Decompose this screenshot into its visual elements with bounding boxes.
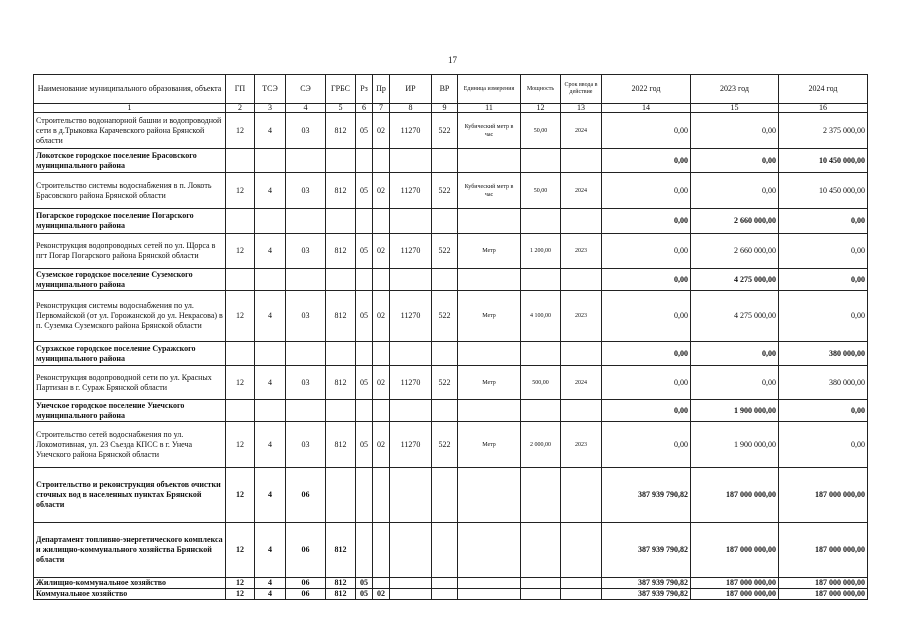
row-term xyxy=(561,342,602,366)
row-term: 2024 xyxy=(561,113,602,149)
row-gp: 12 xyxy=(226,468,255,523)
row-unit: Кубический метр в час xyxy=(458,173,521,209)
row-power: 2 000,00 xyxy=(521,422,561,468)
row-2023: 0,00 xyxy=(691,113,779,149)
row-se: 03 xyxy=(286,422,326,468)
row-rz: 05 xyxy=(356,113,373,149)
row-grbs: 812 xyxy=(326,113,356,149)
row-2023: 0,00 xyxy=(691,366,779,400)
row-name: Суземское городское поселение Суземского муниципального района xyxy=(34,269,226,291)
table-row xyxy=(34,578,868,589)
row-2023: 187 000 000,00 xyxy=(691,468,779,523)
row-pr xyxy=(373,209,390,234)
row-grbs: 812 xyxy=(326,366,356,400)
row-ir xyxy=(390,149,432,173)
row-2023: 187 000 000,00 xyxy=(691,589,779,600)
row-2024: 10 450 000,00 xyxy=(779,173,868,209)
row-power: 500,00 xyxy=(521,366,561,400)
row-term: 2024 xyxy=(561,366,602,400)
row-se xyxy=(286,149,326,173)
header-2022: 2022 год xyxy=(602,75,691,104)
row-unit xyxy=(458,589,521,600)
header-grbs: ГРБС xyxy=(326,75,356,104)
row-unit: Метр xyxy=(458,234,521,269)
row-se: 06 xyxy=(286,523,326,578)
table-row xyxy=(34,291,868,342)
table-row xyxy=(34,269,868,291)
column-number: 7 xyxy=(373,104,390,113)
row-2023: 187 000 000,00 xyxy=(691,578,779,589)
row-grbs xyxy=(326,400,356,422)
row-name: Департамент топливно-энергетического комплекса и жилищно-коммунального хозяйства Брянской области xyxy=(34,523,226,578)
row-gp: 12 xyxy=(226,523,255,578)
row-rz: 05 xyxy=(356,234,373,269)
column-number: 2 xyxy=(226,104,255,113)
row-gp xyxy=(226,400,255,422)
row-ir: 11270 xyxy=(390,113,432,149)
row-grbs: 812 xyxy=(326,234,356,269)
row-tse: 4 xyxy=(255,589,286,600)
row-2024: 187 000 000,00 xyxy=(779,523,868,578)
row-2024: 187 000 000,00 xyxy=(779,468,868,523)
row-2024: 187 000 000,00 xyxy=(779,589,868,600)
row-2022: 0,00 xyxy=(602,400,691,422)
table-row xyxy=(34,342,868,366)
row-ir xyxy=(390,468,432,523)
row-pr: 02 xyxy=(373,173,390,209)
row-vr: 522 xyxy=(432,366,458,400)
row-term: 2024 xyxy=(561,173,602,209)
row-2024: 0,00 xyxy=(779,291,868,342)
row-pr xyxy=(373,400,390,422)
table-row xyxy=(34,468,868,523)
row-term: 2023 xyxy=(561,234,602,269)
row-term xyxy=(561,578,602,589)
row-unit: Метр xyxy=(458,291,521,342)
header-se: СЭ xyxy=(286,75,326,104)
row-name: Строительство системы водоснабжения в п. Локоть Брасовского района Брянской области xyxy=(34,173,226,209)
row-gp: 12 xyxy=(226,291,255,342)
row-2023: 4 275 000,00 xyxy=(691,291,779,342)
row-tse: 4 xyxy=(255,113,286,149)
row-grbs: 812 xyxy=(326,173,356,209)
header-power: Мощность xyxy=(521,75,561,104)
row-unit xyxy=(458,209,521,234)
row-term: 2023 xyxy=(561,422,602,468)
row-tse: 4 xyxy=(255,468,286,523)
row-tse: 4 xyxy=(255,291,286,342)
row-gp: 12 xyxy=(226,422,255,468)
row-name: Локотское городское поселение Брасовского муниципального района xyxy=(34,149,226,173)
row-pr: 02 xyxy=(373,422,390,468)
row-name: Реконструкция водопроводной сети по ул. Красных Партизан в г. Сураж Брянской области xyxy=(34,366,226,400)
column-number: 11 xyxy=(458,104,521,113)
row-unit xyxy=(458,578,521,589)
row-gp: 12 xyxy=(226,578,255,589)
row-tse xyxy=(255,149,286,173)
row-2023: 0,00 xyxy=(691,173,779,209)
row-term xyxy=(561,209,602,234)
row-ir: 11270 xyxy=(390,291,432,342)
row-2022: 0,00 xyxy=(602,366,691,400)
row-rz: 05 xyxy=(356,173,373,209)
row-2022: 0,00 xyxy=(602,291,691,342)
row-2023: 2 660 000,00 xyxy=(691,209,779,234)
row-tse xyxy=(255,342,286,366)
row-tse: 4 xyxy=(255,523,286,578)
row-pr: 02 xyxy=(373,589,390,600)
row-ir: 11270 xyxy=(390,173,432,209)
row-tse xyxy=(255,269,286,291)
column-number: 12 xyxy=(521,104,561,113)
column-number: 14 xyxy=(602,104,691,113)
row-gp: 12 xyxy=(226,589,255,600)
row-vr xyxy=(432,578,458,589)
row-2022: 0,00 xyxy=(602,234,691,269)
row-pr: 02 xyxy=(373,366,390,400)
table-row xyxy=(34,366,868,400)
table-row xyxy=(34,523,868,578)
header-rz: Рз xyxy=(356,75,373,104)
row-se: 06 xyxy=(286,589,326,600)
row-rz: 05 xyxy=(356,422,373,468)
row-name: Унечское городское поселение Унечского муниципального района xyxy=(34,400,226,422)
row-tse: 4 xyxy=(255,422,286,468)
column-number-row xyxy=(34,104,868,113)
row-se: 03 xyxy=(286,173,326,209)
row-name: Сурзжское городское поселение Суражского муниципального района xyxy=(34,342,226,366)
column-number: 16 xyxy=(779,104,868,113)
row-unit: Метр xyxy=(458,366,521,400)
row-rz xyxy=(356,400,373,422)
row-vr: 522 xyxy=(432,291,458,342)
row-grbs xyxy=(326,209,356,234)
row-power: 50,00 xyxy=(521,113,561,149)
row-name: Коммунальное хозяйство xyxy=(34,589,226,600)
column-number: 8 xyxy=(390,104,432,113)
header-term: Срок ввода в действие xyxy=(561,75,602,104)
row-rz xyxy=(356,342,373,366)
row-rz xyxy=(356,149,373,173)
row-rz xyxy=(356,269,373,291)
row-ir: 11270 xyxy=(390,422,432,468)
row-power xyxy=(521,269,561,291)
row-vr: 522 xyxy=(432,234,458,269)
row-name: Реконструкция водопроводных сетей по ул. Щорса в пгт Погар Погарского района Брянской области xyxy=(34,234,226,269)
row-grbs xyxy=(326,342,356,366)
row-ir xyxy=(390,342,432,366)
row-2024: 0,00 xyxy=(779,234,868,269)
row-2023: 4 275 000,00 xyxy=(691,269,779,291)
row-power: 1 200,00 xyxy=(521,234,561,269)
row-rz xyxy=(356,523,373,578)
row-name: Реконструкция системы водоснабжения по ул. Первомайской (от ул. Горожанской до ул. Некрасова) в п. Суземка Суземского района Брянской области xyxy=(34,291,226,342)
row-grbs: 812 xyxy=(326,578,356,589)
row-power xyxy=(521,400,561,422)
row-tse xyxy=(255,400,286,422)
header-2024: 2024 год xyxy=(779,75,868,104)
row-rz: 05 xyxy=(356,578,373,589)
row-vr xyxy=(432,523,458,578)
row-name: Строительство сетей водоснабжения по ул. Локомотивная, ул. 23 Съезда КПСС в г. Унеча Унечского района Брянской области xyxy=(34,422,226,468)
row-grbs: 812 xyxy=(326,422,356,468)
row-term xyxy=(561,523,602,578)
header-2023: 2023 год xyxy=(691,75,779,104)
row-term: 2023 xyxy=(561,291,602,342)
row-pr: 02 xyxy=(373,234,390,269)
row-2022: 0,00 xyxy=(602,269,691,291)
row-gp: 12 xyxy=(226,113,255,149)
row-tse: 4 xyxy=(255,366,286,400)
row-2022: 0,00 xyxy=(602,422,691,468)
row-pr: 02 xyxy=(373,291,390,342)
row-se: 03 xyxy=(286,366,326,400)
row-ir: 11270 xyxy=(390,366,432,400)
row-ir xyxy=(390,209,432,234)
row-rz: 05 xyxy=(356,366,373,400)
row-rz: 05 xyxy=(356,291,373,342)
row-gp xyxy=(226,342,255,366)
row-ir xyxy=(390,578,432,589)
row-power xyxy=(521,209,561,234)
row-term xyxy=(561,149,602,173)
row-se xyxy=(286,342,326,366)
row-se xyxy=(286,209,326,234)
row-se: 06 xyxy=(286,578,326,589)
table-row xyxy=(34,209,868,234)
column-number: 4 xyxy=(286,104,326,113)
row-vr xyxy=(432,342,458,366)
row-unit xyxy=(458,342,521,366)
row-vr xyxy=(432,400,458,422)
row-pr xyxy=(373,523,390,578)
row-2023: 187 000 000,00 xyxy=(691,523,779,578)
header-name: Наименование муниципального образования, объекта xyxy=(34,75,226,104)
row-power xyxy=(521,342,561,366)
row-2022: 387 939 790,82 xyxy=(602,468,691,523)
row-gp: 12 xyxy=(226,234,255,269)
row-name: Погарское городское поселение Погарского муниципального района xyxy=(34,209,226,234)
row-2024: 2 375 000,00 xyxy=(779,113,868,149)
row-vr: 522 xyxy=(432,173,458,209)
row-tse: 4 xyxy=(255,234,286,269)
row-2023: 2 660 000,00 xyxy=(691,234,779,269)
row-2023: 0,00 xyxy=(691,149,779,173)
row-tse: 4 xyxy=(255,578,286,589)
row-gp xyxy=(226,269,255,291)
row-rz xyxy=(356,468,373,523)
row-se: 06 xyxy=(286,468,326,523)
column-number: 1 xyxy=(34,104,226,113)
column-number: 6 xyxy=(356,104,373,113)
header-tse: ТСЭ xyxy=(255,75,286,104)
row-ir xyxy=(390,589,432,600)
row-rz: 05 xyxy=(356,589,373,600)
page-number: 17 xyxy=(448,55,457,65)
row-unit xyxy=(458,468,521,523)
header-unit: Единица измерения xyxy=(458,75,521,104)
row-2023: 1 900 000,00 xyxy=(691,400,779,422)
header-ir: ИР xyxy=(390,75,432,104)
row-ir xyxy=(390,269,432,291)
row-2022: 387 939 790,82 xyxy=(602,523,691,578)
row-se: 03 xyxy=(286,234,326,269)
table-row xyxy=(34,422,868,468)
row-vr xyxy=(432,209,458,234)
table-row xyxy=(34,113,868,149)
row-2024: 0,00 xyxy=(779,400,868,422)
row-unit: Кубический метр в час xyxy=(458,113,521,149)
row-gp xyxy=(226,209,255,234)
header-vr: ВР xyxy=(432,75,458,104)
row-grbs: 812 xyxy=(326,291,356,342)
row-pr xyxy=(373,342,390,366)
row-term xyxy=(561,468,602,523)
row-2022: 0,00 xyxy=(602,113,691,149)
row-power xyxy=(521,589,561,600)
row-power xyxy=(521,149,561,173)
row-power xyxy=(521,468,561,523)
row-2024: 187 000 000,00 xyxy=(779,578,868,589)
header-pr: Пр xyxy=(373,75,390,104)
row-unit xyxy=(458,149,521,173)
row-ir: 11270 xyxy=(390,234,432,269)
row-2022: 387 939 790,82 xyxy=(602,589,691,600)
row-term xyxy=(561,269,602,291)
row-gp: 12 xyxy=(226,366,255,400)
row-term xyxy=(561,589,602,600)
table-row xyxy=(34,234,868,269)
row-2024: 10 450 000,00 xyxy=(779,149,868,173)
row-pr xyxy=(373,149,390,173)
row-grbs: 812 xyxy=(326,589,356,600)
row-power xyxy=(521,523,561,578)
row-vr: 522 xyxy=(432,113,458,149)
row-2022: 0,00 xyxy=(602,209,691,234)
row-grbs: 812 xyxy=(326,523,356,578)
row-power xyxy=(521,578,561,589)
row-gp xyxy=(226,149,255,173)
row-2023: 0,00 xyxy=(691,342,779,366)
row-pr xyxy=(373,468,390,523)
table-row xyxy=(34,400,868,422)
row-pr xyxy=(373,578,390,589)
row-grbs xyxy=(326,149,356,173)
row-unit: Метр xyxy=(458,422,521,468)
row-2022: 387 939 790,82 xyxy=(602,578,691,589)
row-2022: 0,00 xyxy=(602,342,691,366)
row-2023: 1 900 000,00 xyxy=(691,422,779,468)
row-power: 4 100,00 xyxy=(521,291,561,342)
row-tse xyxy=(255,209,286,234)
row-2022: 0,00 xyxy=(602,149,691,173)
row-vr xyxy=(432,468,458,523)
row-vr xyxy=(432,589,458,600)
column-number: 13 xyxy=(561,104,602,113)
row-2024: 380 000,00 xyxy=(779,366,868,400)
row-power: 50,00 xyxy=(521,173,561,209)
row-ir xyxy=(390,400,432,422)
row-2024: 380 000,00 xyxy=(779,342,868,366)
row-se xyxy=(286,400,326,422)
row-pr xyxy=(373,269,390,291)
row-unit xyxy=(458,269,521,291)
row-grbs xyxy=(326,468,356,523)
row-2022: 0,00 xyxy=(602,173,691,209)
row-gp: 12 xyxy=(226,173,255,209)
row-name: Строительство и реконструкция объектов очистки сточных вод в населенных пунктах Брянской области xyxy=(34,468,226,523)
header-gp: ГП xyxy=(226,75,255,104)
table-row xyxy=(34,173,868,209)
column-number: 9 xyxy=(432,104,458,113)
row-se xyxy=(286,269,326,291)
row-term xyxy=(561,400,602,422)
column-number: 3 xyxy=(255,104,286,113)
row-rz xyxy=(356,209,373,234)
row-ir xyxy=(390,523,432,578)
row-vr xyxy=(432,149,458,173)
row-2024: 0,00 xyxy=(779,269,868,291)
column-number: 5 xyxy=(326,104,356,113)
row-vr xyxy=(432,269,458,291)
row-name: Строительство водонапорной башни и водопроводной сети в д.Трыковка Карачевского района Брянской области xyxy=(34,113,226,149)
row-unit xyxy=(458,523,521,578)
row-se: 03 xyxy=(286,291,326,342)
row-pr: 02 xyxy=(373,113,390,149)
table-row xyxy=(34,589,868,600)
row-unit xyxy=(458,400,521,422)
row-se: 03 xyxy=(286,113,326,149)
row-2024: 0,00 xyxy=(779,422,868,468)
header-row xyxy=(34,75,868,104)
row-grbs xyxy=(326,269,356,291)
table-row xyxy=(34,149,868,173)
row-vr: 522 xyxy=(432,422,458,468)
budget-table xyxy=(33,74,868,600)
row-2024: 0,00 xyxy=(779,209,868,234)
row-tse: 4 xyxy=(255,173,286,209)
row-name: Жилищно-коммунальное хозяйство xyxy=(34,578,226,589)
column-number: 15 xyxy=(691,104,779,113)
